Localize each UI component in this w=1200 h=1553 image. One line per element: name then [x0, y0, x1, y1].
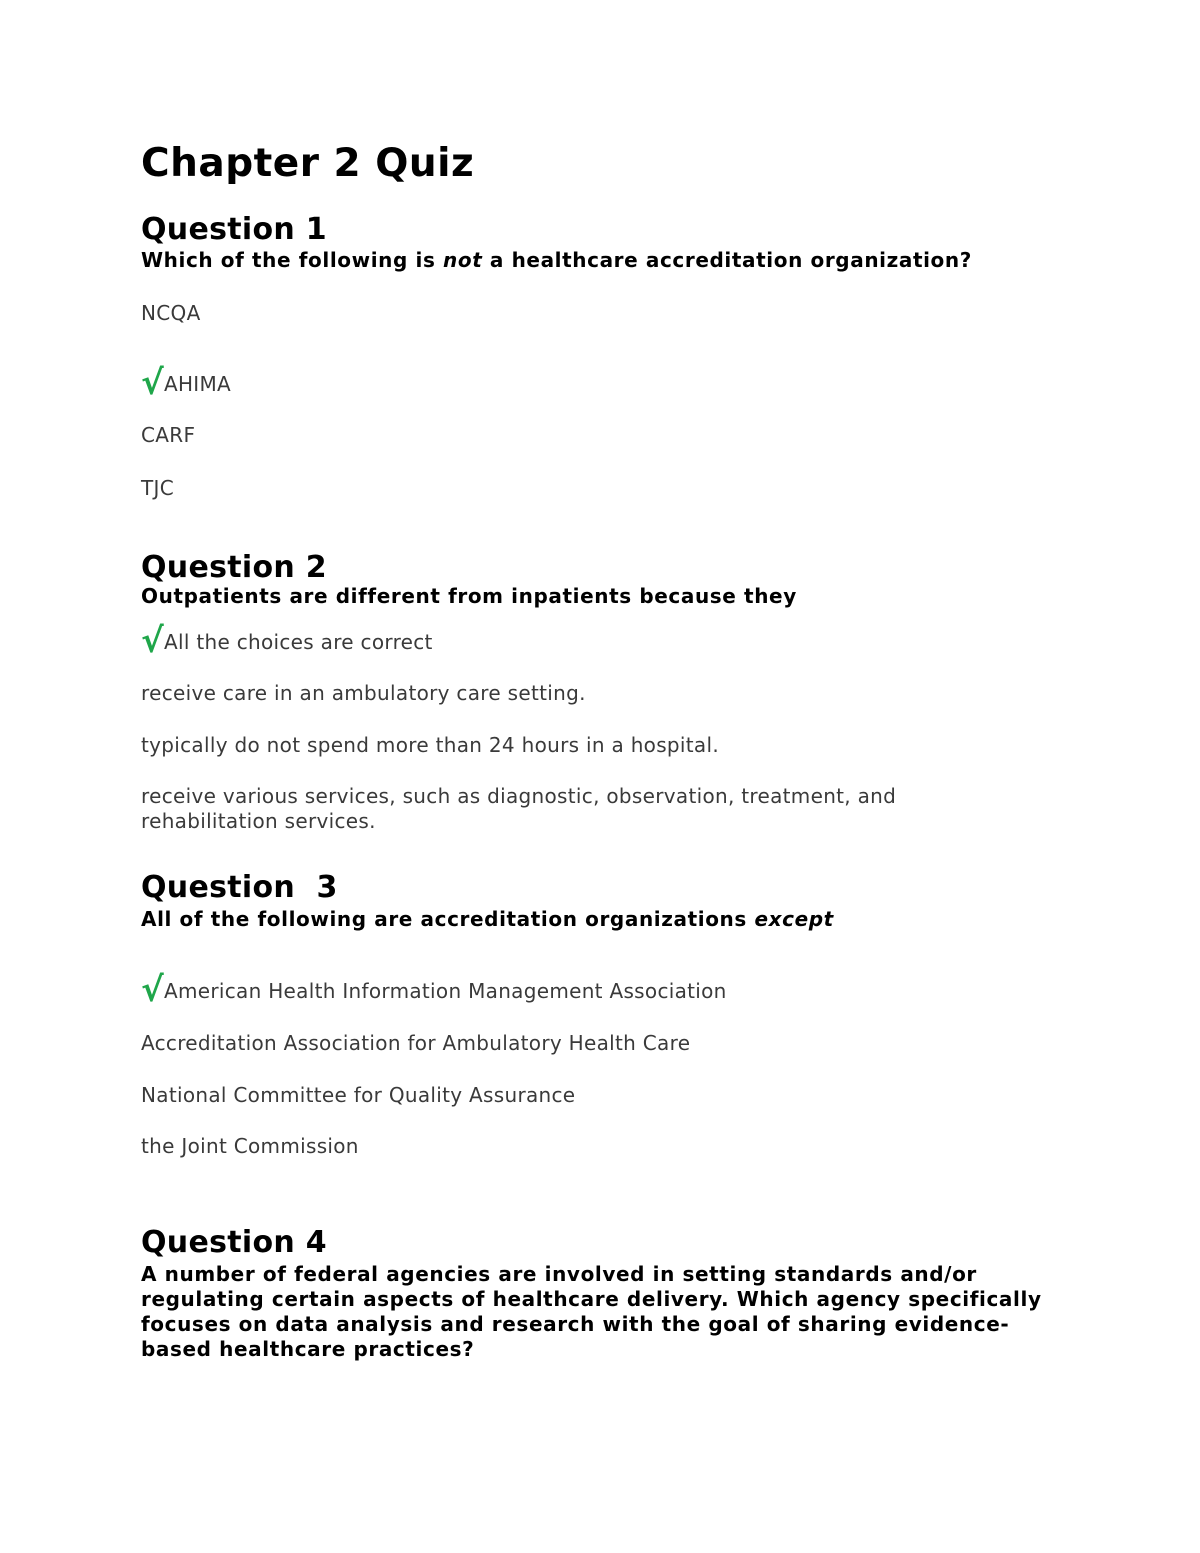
- question-4-heading: Question 4: [141, 1225, 327, 1260]
- question-2-option-1[interactable]: √All the choices are correct: [141, 621, 433, 661]
- check-icon: √: [141, 970, 164, 1010]
- question-4-prompt: A number of federal agencies are involved in setting standards and/or regulating certain aspects of healthcare delivery. Which agency specifically focuses on data analysis and research with the goal of sharing evidence-based healthcare practices?: [141, 1262, 1042, 1361]
- question-2-option-3[interactable]: typically do not spend more than 24 hours in a hospital.: [141, 733, 720, 757]
- prompt-emphasis: not: [443, 248, 483, 272]
- question-1-option-2[interactable]: √AHIMA: [141, 363, 232, 403]
- check-icon: √: [141, 363, 164, 403]
- prompt-emphasis: except: [754, 907, 834, 931]
- question-1-prompt: Which of the following is not a healthcare accreditation organization?: [141, 248, 972, 272]
- question-3-prompt: All of the following are accreditation organizations except: [141, 907, 834, 931]
- question-2-option-2[interactable]: receive care in an ambulatory care setting.: [141, 681, 586, 705]
- question-3-option-2[interactable]: Accreditation Association for Ambulatory Health Care: [141, 1031, 691, 1055]
- check-icon: √: [141, 621, 164, 661]
- question-1-option-4[interactable]: TJC: [141, 476, 174, 500]
- question-1-heading: Question 1: [141, 212, 327, 247]
- question-1-option-3[interactable]: CARF: [141, 423, 196, 447]
- question-2-option-4[interactable]: receive various services, such as diagnostic, observation, treatment, and rehabilitation services.: [141, 784, 897, 833]
- question-3-option-3[interactable]: National Committee for Quality Assurance: [141, 1083, 576, 1107]
- page-title: Chapter 2 Quiz: [141, 141, 475, 186]
- question-3-heading: Question 3: [141, 870, 338, 905]
- question-2-heading: Question 2: [141, 550, 327, 585]
- question-3-option-4[interactable]: the Joint Commission: [141, 1134, 359, 1158]
- question-2-prompt: Outpatients are different from inpatients because they: [141, 584, 797, 608]
- question-3-option-1[interactable]: √American Health Information Management Association: [141, 970, 727, 1010]
- question-1-option-1[interactable]: NCQA: [141, 301, 201, 325]
